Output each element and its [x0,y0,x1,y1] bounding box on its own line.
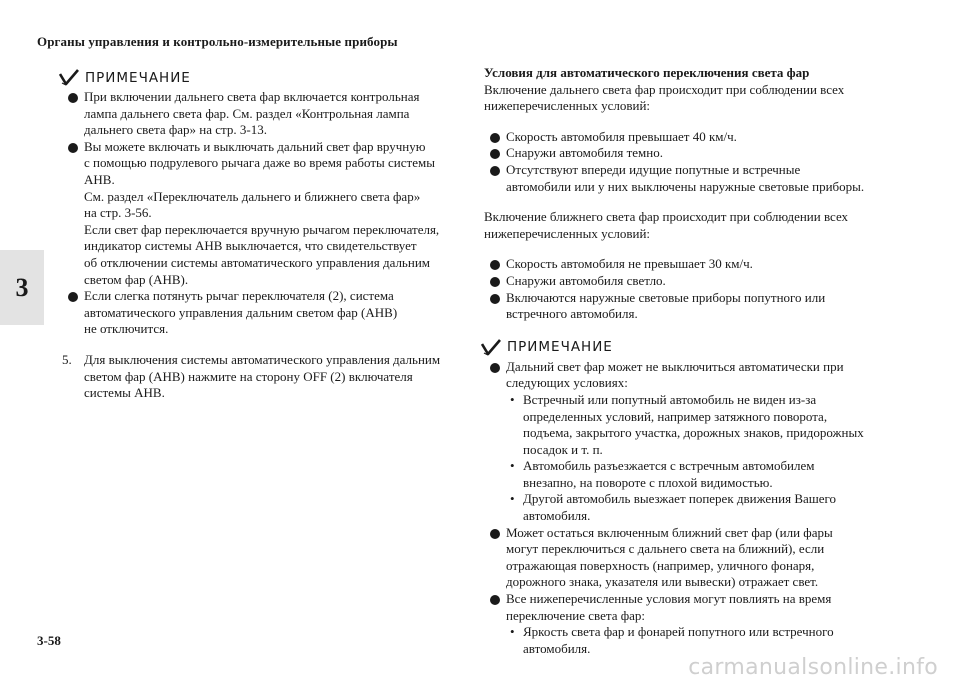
text-line: Автомобиль разъезжается с встречным автомобилем [523,458,815,474]
note-bullet [484,591,904,657]
text-line: Встречный или попутный автомобиль не виден из-за [523,391,817,407]
text-line: определенных условий, например затяжного поворота, [523,408,828,424]
bullet-dot-icon [68,292,78,302]
bullet-dot-icon [490,363,500,373]
text-line: внезапно, на повороте с плохой видимостью. [523,474,773,490]
note-heading [481,337,904,359]
bullet-dot-icon [490,133,500,143]
text-line: посадок и т. п. [523,441,603,457]
text-line: Для выключения системы автоматического управления дальним [84,351,441,367]
note-bullet [62,288,462,338]
text-line: Снаружи автомобиля темно. [506,145,663,161]
text-line: об отключении системы автоматического управления дальним [84,254,431,270]
text-line: дорожного знака, указателя или вывески) отражает свет. [506,574,819,590]
bullet-dot-icon [490,529,500,539]
text-line: переключение света фар: [506,607,646,623]
chapter-tab: 3 [0,250,44,325]
text-line: Яркость света фар и фонарей попутного или встречного [523,624,834,640]
instruction-step [62,352,462,402]
text-line: светом фар (AHB) нажмите на сторону OFF (2) включателя [84,368,413,384]
text-line: Снаружи автомобиля светло. [506,272,666,288]
text-line: Отсутствуют впереди идущие попутные и встречные [506,161,801,177]
text-line: нижеперечисленных условий: [484,225,651,241]
condition-item [484,129,904,146]
text-line: Если свет фар переключается вручную рычагом переключателя, [84,221,440,237]
sub-item [506,491,904,524]
bullet-dot-icon [68,93,78,103]
condition-item [484,162,904,195]
text-line: дальнего света фар» на стр. 3-13. [84,122,267,138]
bullet-dot-icon [490,260,500,270]
note-title: ПРИМЕЧАНИЕ [507,339,613,356]
note-bullet [484,359,904,525]
note-bullet [62,89,462,139]
text-line: нижеперечисленных условий: [484,98,651,114]
text-line: При включении дальнего света фар включается контрольная [84,89,420,104]
text-line: Все нижеперечисленные условия могут повлиять на время [506,591,832,607]
sub-bullet-mark: • [510,391,515,407]
note-title: ПРИМЕЧАНИЕ [85,69,191,86]
note-pencil-icon [59,69,79,87]
sub-bullet-mark: • [510,491,515,507]
section-heading: Условия для автоматического переключения света фар [484,65,810,80]
sub-bullet-mark: • [510,458,515,474]
text-line: автоматического управления дальним светом фар (AHB) [84,304,398,320]
bullet-dot-icon [490,294,500,304]
text-line: Включаются наружные световые приборы попутного или [506,289,826,305]
text-line: Может остаться включенным ближний свет фар (или фары [506,524,833,540]
text-line: Дальний свет фар может не выключиться автоматически при [506,358,844,374]
sub-bullet-mark: • [510,624,515,640]
sub-item [506,458,904,491]
text-line: индикатор системы AHB выключается, что свидетельствует [84,238,417,254]
page-header: Органы управления и контрольно-измерительные приборы [37,34,398,49]
text-line: автомобиля. [523,640,591,656]
condition-item [484,145,904,162]
text-line: с помощью подрулевого рычага даже во время работы системы [84,155,435,171]
text-line: подъема, закрытого участка, дорожных знаков, придорожных [523,425,864,441]
left-column [62,67,462,402]
sub-item [506,392,904,458]
sub-item [506,624,904,657]
bullet-dot-icon [490,595,500,605]
right-column [484,65,904,657]
watermark: carmanualsonline.info [688,655,938,680]
text-line: Другой автомобиль выезжает поперек движения Вашего [523,491,837,507]
text-line: Если слегка потянуть рычаг переключателя (2), система [84,288,394,304]
text-line: автомобиля. [523,508,591,524]
text-line: на стр. 3-56. [84,205,152,221]
condition-item [484,273,904,290]
text-line: автомобили или у них выключены наружные световые приборы. [506,178,865,194]
text-line: могут переключиться с дальнего света на ближний), если [506,541,825,557]
step-number: 5. [62,351,72,367]
condition-item [484,290,904,323]
text-line: AHB. [84,171,115,187]
text-line: Скорость автомобиля не превышает 30 км/ч. [506,256,753,272]
note-heading [59,67,462,89]
text-line: Включение ближнего света фар происходит при соблюдении всех [484,209,849,225]
text-line: отражающая поверхность (например, уличного фонаря, [506,557,815,573]
text-line: следующих условиях: [506,375,628,391]
text-line: системы AHB. [84,385,165,401]
text-line: лампа дальнего света фар. См. раздел «Контрольная лампа [84,105,410,121]
text-line: светом фар (AHB). [84,271,189,287]
text-line: Скорость автомобиля превышает 40 км/ч. [506,128,737,144]
page-number: 3-58 [37,633,61,648]
bullet-dot-icon [68,143,78,153]
text-line: встречного автомобиля. [506,306,638,322]
text-line: не отключится. [84,321,169,337]
condition-item [484,256,904,273]
bullet-dot-icon [490,149,500,159]
text-line: Включение дальнего света фар происходит при соблюдении всех [484,81,845,97]
note-bullet [62,139,462,288]
text-line: Вы можете включать и выключать дальний свет фар вручную [84,138,426,154]
text-line: См. раздел «Переключатель дальнего и ближнего света фар» [84,188,421,204]
bullet-dot-icon [490,277,500,287]
note-pencil-icon [481,339,501,357]
note-bullet [484,525,904,591]
bullet-dot-icon [490,166,500,176]
